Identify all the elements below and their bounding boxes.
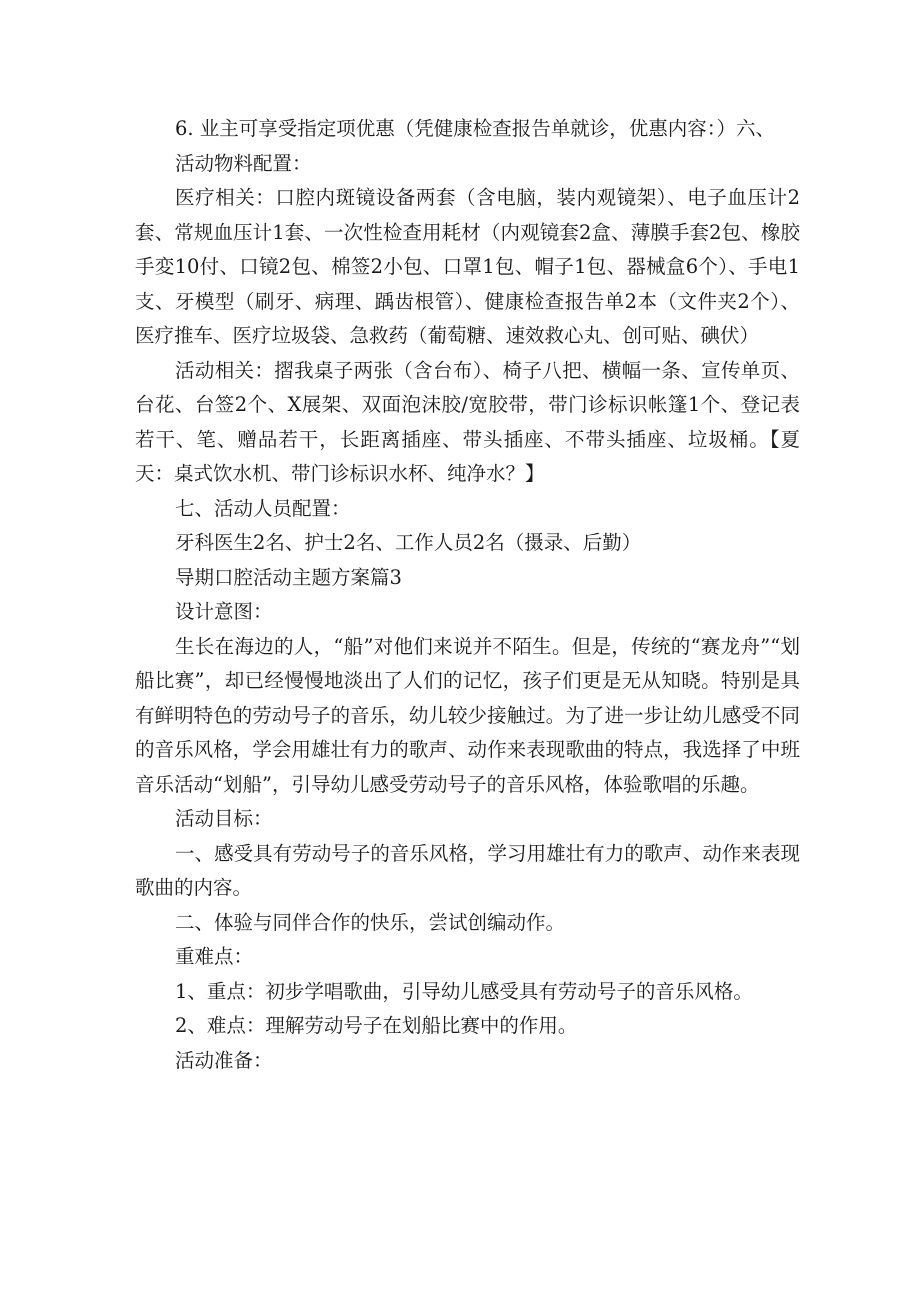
heading-key-points: 重难点： <box>175 945 254 968</box>
document-body <box>135 112 800 1078</box>
paragraph-key-point: 1、重点：初步学唱歌曲，引导幼儿感受具有劳动号子的音乐风格。 <box>175 979 753 1003</box>
paragraph-staff-list: 牙科医生2名、护士2名、工作人员2名（摄录、后勤） <box>175 531 642 554</box>
heading-preparation: 活动准备： <box>175 1048 273 1072</box>
paragraph-medical-materials: 医疗相关：口腔内斑镜设备两套（含电脑，装内观镜架）、电子血压计2套、常规血压计1套、一次性检查用耗材（内观镜套2盒、薄膜手套2包、橡胶手変10付、口镜2包、棉签2小包、口罩1包、帽子1包、器械盒6个）、手电1支、牙模型（刷牙、病理、踽齿根管）、健康检查报告单2本（文件夹2个）、医疗推车、医疗垃圾袋、急救药（葡萄糖、速效救心丸、创可贴、碘伏） <box>135 186 800 347</box>
heading-design-intent: 设计意图： <box>175 600 273 623</box>
heading-goals: 活动目标： <box>175 807 273 830</box>
heading-materials: 活动物料配置： <box>175 151 312 175</box>
heading-staff: 七、活动人员配置： <box>175 496 351 520</box>
paragraph-design-intent: 生长在海边的人，“船”对他们来说并不陌生。但是，传统的“赛龙舟”“划船比赛”，却已经慢慢地淡出了人们的记忆，孩子们更是无从知晓。特别是具有鲜明特色的劳动号子的音乐，幼儿较少接触过。为了进一步让幼儿感受不同的音乐风格，学会用雄壮有力的歌声、动作来表现歌曲的特点，我选择了中班音乐活动“划船”，引导幼儿感受劳动号子的音乐风格，体验歌唱的乐趣。 <box>135 634 800 796</box>
paragraph-discount-item: 6. 业主可享受指定项优惠（凭健康检查报告单就诊，优惠内容：）六、 <box>175 117 776 140</box>
paragraph-goal-2: 二、体验与同伴合作的快乐，尝试创编动作。 <box>175 910 566 934</box>
heading-plan-3: 导期口腔活动主题方案篇3 <box>175 565 402 589</box>
paragraph-activity-materials: 活动相关：摺我桌子两张（含台布）、椅子八把、横幅一条、宣传单页、台花、台签2个、X展架、双面泡沫胶/宽胶带，带门诊标识帐篷1个、登记表若干、笔、赠品若干，长距离插座、带头插座、不带头插座、垃圾桶。【夏天：桌式饮水机、带门诊标识水杯、纯净水？】 <box>135 358 800 485</box>
paragraph-difficulty: 2、难点：理解劳动号子在划船比赛中的作用。 <box>175 1014 578 1037</box>
paragraph-goal-1: 一、感受具有劳动号子的音乐风格，学习用雄壮有力的歌声、动作来表现歌曲的内容。 <box>135 841 800 899</box>
